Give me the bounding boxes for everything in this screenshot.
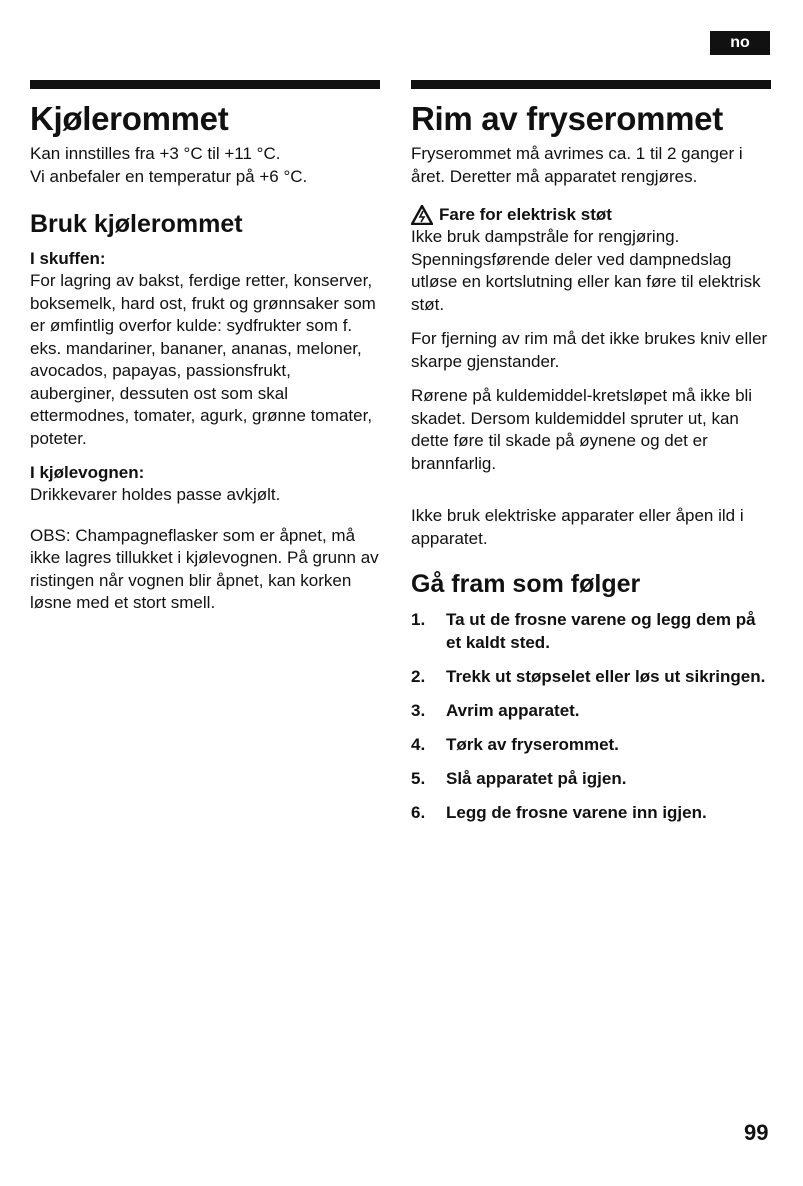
language-tab: no [710, 31, 770, 55]
steps-title: Gå fram som følger [411, 570, 641, 598]
step-item: 4. Tørk av fryserommet. [411, 735, 619, 754]
refrigerant-text: Rørene på kuldemiddel-kretsløpet må ikke bli skadet. Dersom kuldemiddel spruter ut, kan dette føre til skade på øynene og det er brannfarlig. [411, 386, 753, 473]
left-column [30, 80, 380, 615]
cart-heading: I kjølevognen: [30, 463, 145, 482]
no-electric-text: Ikke bruk elektriske apparater eller åpen ild i apparatet. [411, 506, 744, 548]
step-item: 3. Avrim apparatet. [411, 701, 580, 720]
intro-line-1: Kan innstilles fra +3 °C til +11 °C. [30, 144, 281, 163]
warning-heading [411, 204, 771, 226]
warning-heading-text: Fare for elektrisk støt [439, 205, 612, 224]
right-column [411, 80, 771, 835]
step-item: 2. Trekk ut støpselet eller løs ut sikringen. [411, 667, 766, 686]
step-item: 5. Slå apparatet på igjen. [411, 769, 627, 788]
subsection-title: Bruk kjølerommet [30, 210, 243, 238]
steps-list [411, 608, 771, 824]
step-item: 1. Ta ut de frosne varene og legg dem på et kaldt sted. [411, 610, 756, 652]
section-title-rim: Rim av fryserommet [411, 100, 723, 137]
section-rule [30, 80, 380, 89]
cart-text: Drikkevarer holdes passe avkjølt. [30, 485, 281, 504]
ice-removal-text: For fjerning av rim må det ikke brukes kniv eller skarpe gjenstander. [411, 329, 768, 371]
drawer-heading: I skuffen: [30, 249, 106, 268]
intro-line-2: Vi anbefaler en temperatur på +6 °C. [30, 166, 308, 186]
warning-text: Ikke bruk dampstråle for rengjøring. Spenningsførende deler ved dampnedslag utløse en kortslutning eller kan føre til elektrisk støt. [411, 227, 761, 314]
note-text: OBS: Champagneflasker som er åpnet, må ikke lagres tillukket i kjølevognen. På grunn av ristingen når vognen blir åpnet, kan korken løsne med et stort smell. [30, 525, 379, 612]
section-rule [411, 80, 771, 89]
warning-icon [411, 205, 433, 225]
defrost-intro: Fryserommet må avrimes ca. 1 til 2 ganger i året. Deretter må apparatet rengjøres. [411, 144, 743, 186]
step-item: 6. Legg de frosne varene inn igjen. [411, 803, 707, 822]
page-number: 99 [744, 1120, 769, 1145]
section-title-kjolerommet: Kjølerommet [30, 100, 229, 137]
drawer-text: For lagring av bakst, ferdige retter, konserver, boksemelk, hard ost, frukt og grønnsaker som er ømfintlig overfor kulde: sydfrukter som f. eks. mandariner, bananer, ananas, meloner, avocados, papayas, passionsfrukt, auberginer, dessuten ost som skal ettermodnes, tomater, agurk, grønne tomater, poteter. [30, 271, 376, 448]
